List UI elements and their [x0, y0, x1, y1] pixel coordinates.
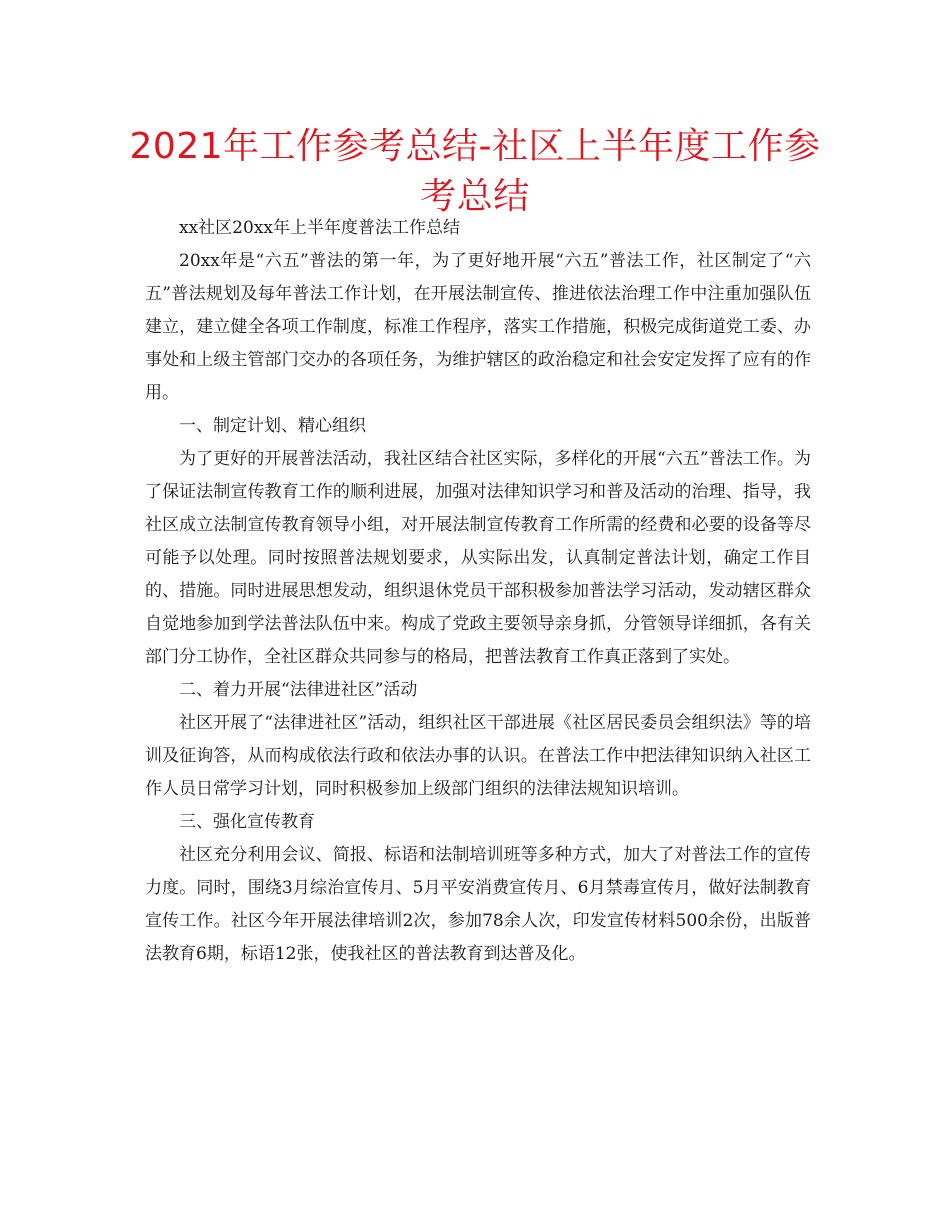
section-heading-3: 三、强化宣传教育	[179, 812, 315, 832]
section-3-paragraph: 社区充分利用会议、简报、标语和法制培训班等多种方式，加大了对普法工作的宣传力度。同时，围绕3月综治宣传月、5月平安消费宣传月、6月禁毒宣传月，做好法制教育宣传工作。社区今年开展法律培训2次，参加78余人次，印发宣传材料500余份，出版普法教育6期，标语12张，使我社区的普法教育到达普及化。	[145, 845, 811, 964]
section-1-paragraph: 为了更好的开展普法活动，我社区结合社区实际，多样化的开展“六五”普法工作。为了保证法制宣传教育工作的顺利进展，加强对法律知识学习和普及活动的治理、指导，我社区成立法制宣传教育领导小组，对开展法制宣传教育工作所需的经费和必要的设备等尽可能予以处理。同时按照普法规划要求，从实际出发，认真制定普法计划，确定工作目的、措施。同时进展思想发动，组织退休党员干部积极参加普法学习活动，发动辖区群众自觉地参加到学法普法队伍中来。构成了党政主要领导亲身抓，分管领导详细抓，各有关部门分工协作，全社区群众共同参与的格局，把普法教育工作真正落到了实处。	[145, 449, 811, 667]
document-body	[145, 212, 811, 971]
document-title: 2021年工作参考总结-社区上半年度工作参考总结	[129, 126, 821, 217]
subtitle-paragraph: xx社区20xx年上半年度普法工作总结	[179, 218, 460, 238]
section-2-paragraph: 社区开展了“法律进社区”活动，组织社区干部进展《社区居民委员会组织法》等的培训及征询答，从而构成依法行政和依法办事的认识。在普法工作中把法律知识纳入社区工作人员日常学习计划，同时积极参加上级部门组织的法律法规知识培训。	[145, 713, 811, 799]
intro-paragraph: 20xx年是“六五”普法的第一年，为了更好地开展“六五”普法工作，社区制定了“六五”普法规划及每年普法工作计划，在开展法制宣传、推进依法治理工作中注重加强队伍建立，建立健全各项工作制度，标准工作程序，落实工作措施，积极完成街道党工委、办事处和上级主管部门交办的各项任务，为维护辖区的政治稳定和社会安定发挥了应有的作用。	[145, 251, 811, 403]
section-heading-1: 一、制定计划、精心组织	[179, 416, 366, 436]
section-heading-2: 二、着力开展“法律进社区”活动	[179, 680, 418, 700]
